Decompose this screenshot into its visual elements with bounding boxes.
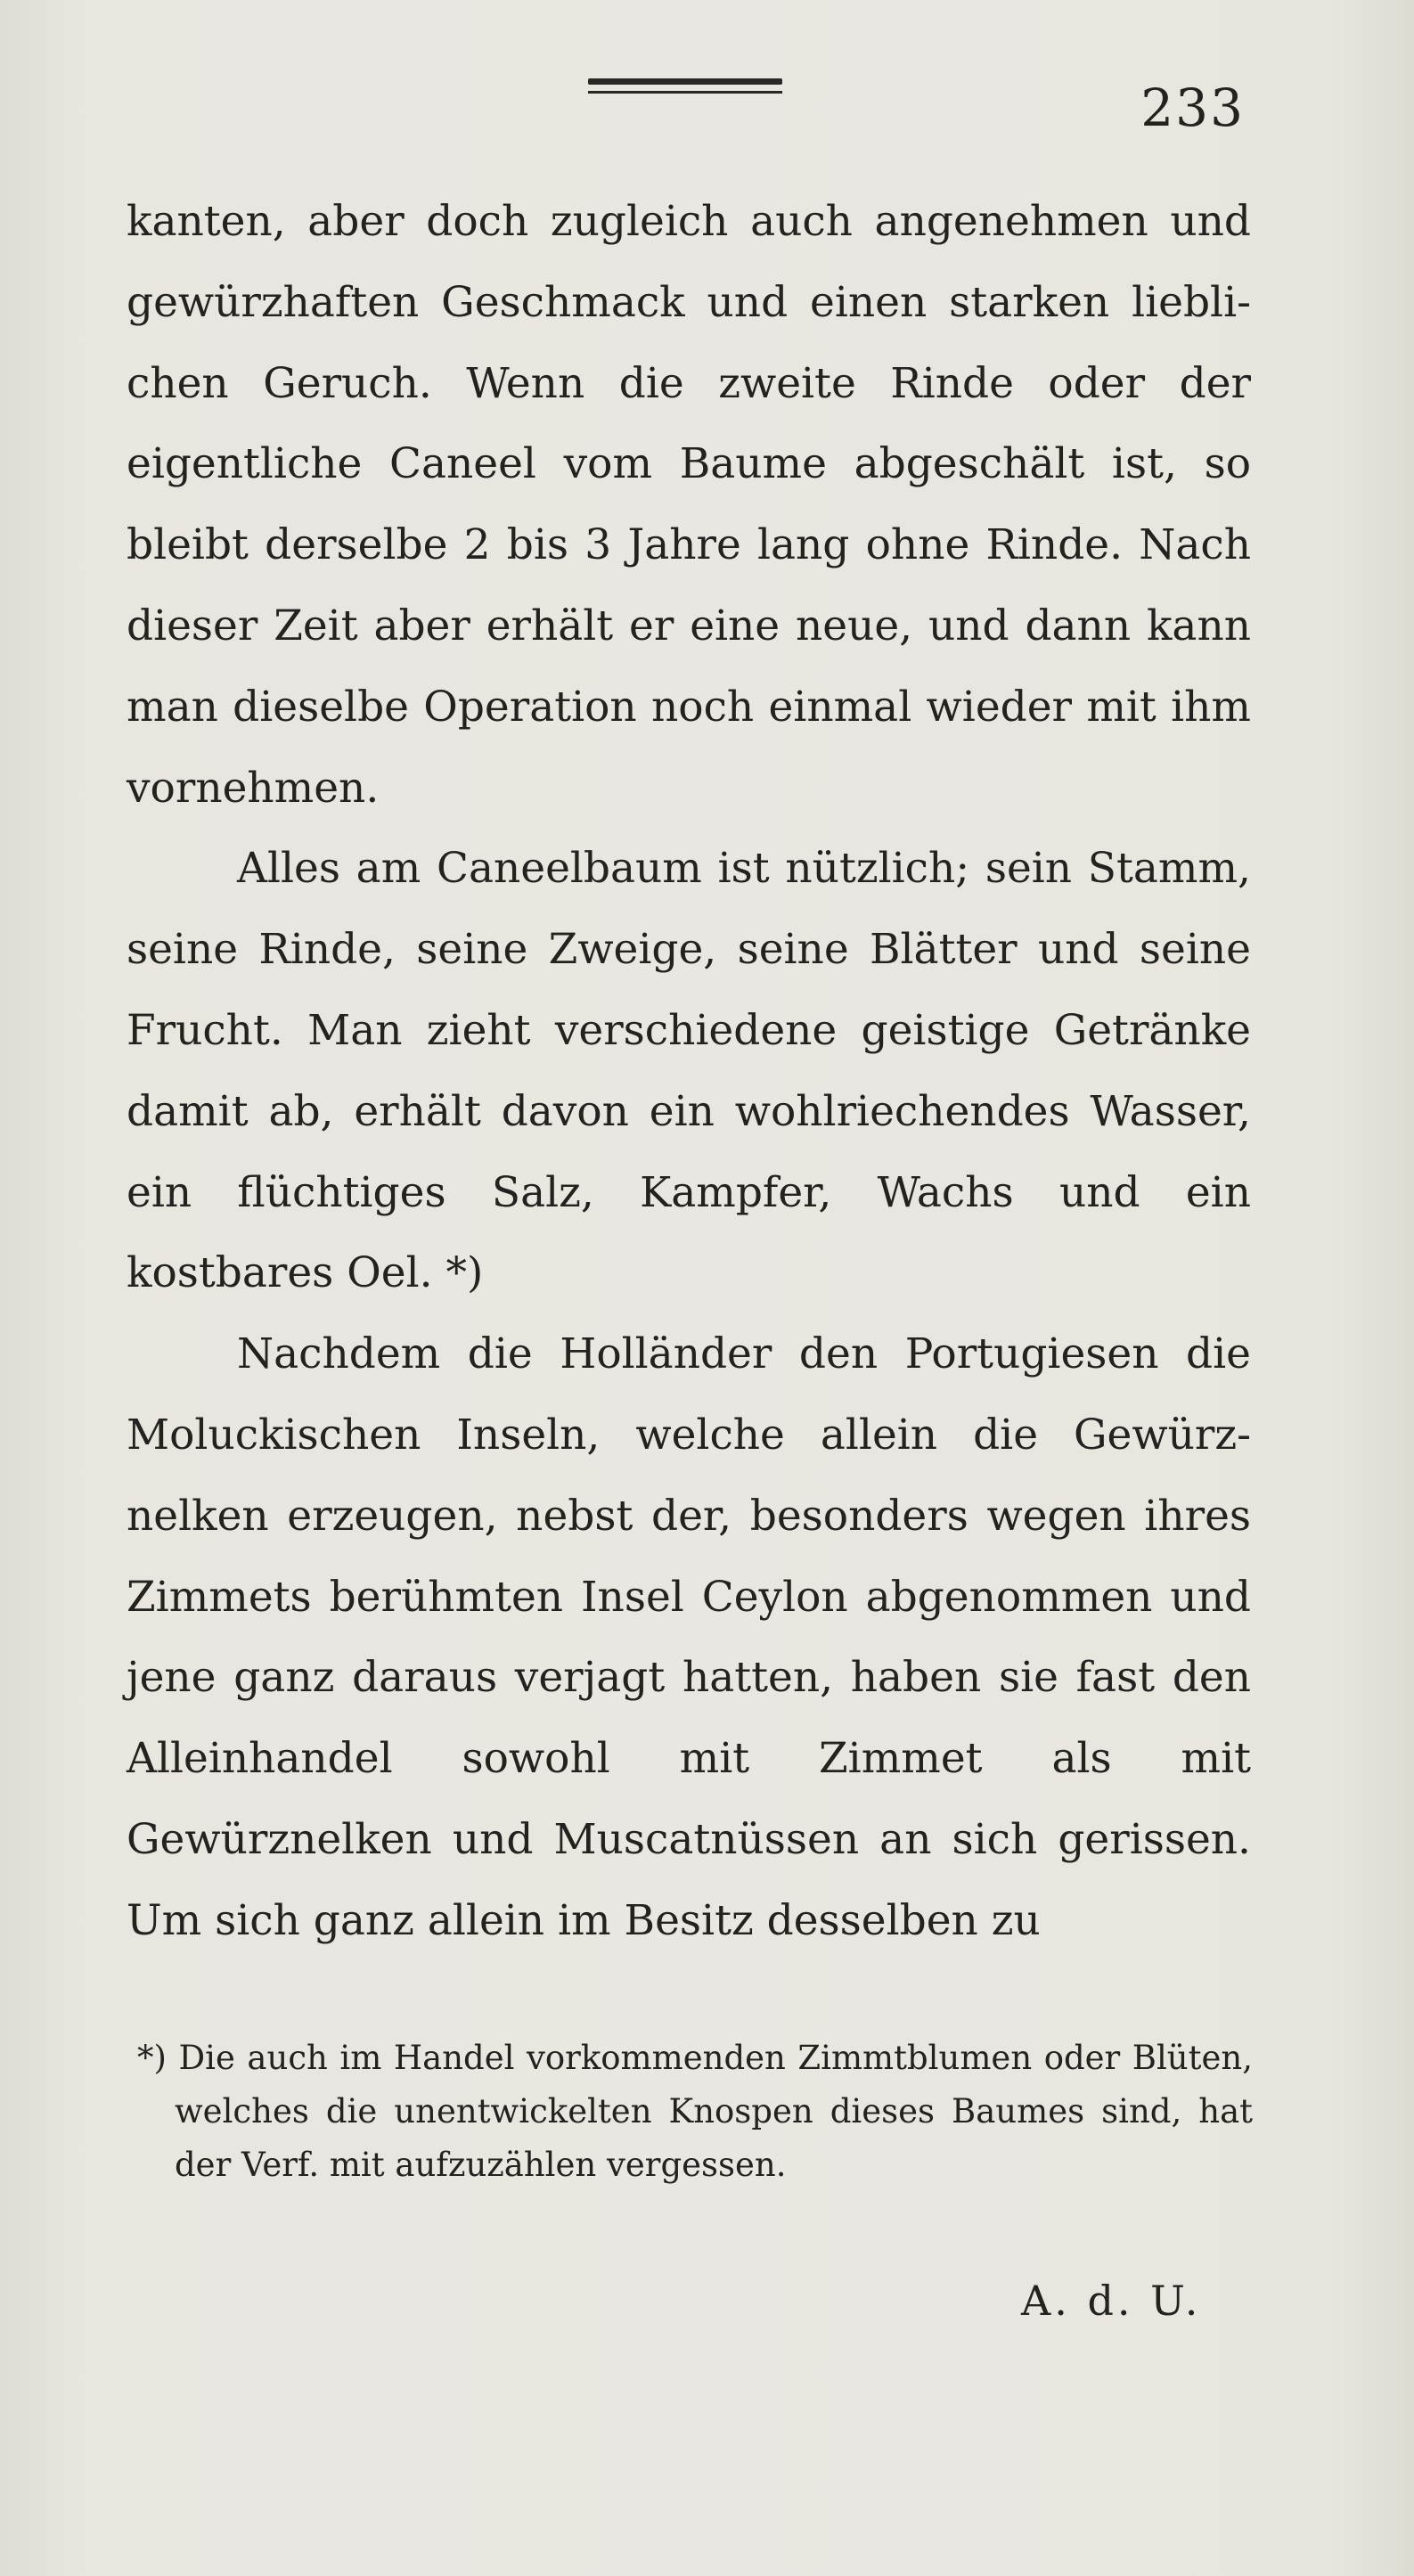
footnote-marker: *) bbox=[137, 2039, 167, 2077]
body-text bbox=[127, 182, 1251, 1962]
header-rule bbox=[588, 78, 782, 98]
footnote-text: Die auch im Handel vorkommenden Zimmtblumen oder Blüten, welches die unentwickelten Knospen dieses Baumes sind, hat der Verf. mit aufzuzählen vergessen. bbox=[175, 2039, 1253, 2184]
footnote-signature: A. d. U. bbox=[1021, 2277, 1202, 2325]
paragraph-3: Nachdem die Holländer den Portugiesen die Moluckischen Inseln, welche allein die Gewürznelken erzeugen, nebst der, besonders wegen ihres Zimmets berühmten Insel Ceylon abgenommen und jene ganz daraus verjagt hatten, haben sie fast den Alleinhandel sowohl mit Zimmet als mit Gewürznelken und Muscatnüssen an sich gerissen. Um sich ganz allein im Besitz desselben zu bbox=[127, 1329, 1251, 1945]
header-rule-thin bbox=[588, 91, 782, 94]
footnote-paragraph bbox=[137, 2032, 1253, 2192]
page-number: 233 bbox=[1140, 78, 1245, 138]
footnote bbox=[137, 2032, 1253, 2192]
header-rule-thick bbox=[588, 78, 782, 85]
paragraph-2: Alles am Caneelbaum ist nützlich; sein Stamm, seine Rinde, seine Zweige, seine Blätter und seine Frucht. Man zieht verschiedene geistige Getränke damit ab, erhält davon ein wohlriechendes Wasser, ein flüchtiges Salz, Kampfer, Wachs und ein kostbares Oel. *) bbox=[127, 844, 1251, 1298]
paragraph-1: kanten, aber doch zugleich auch angenehmen und gewürzhaften Geschmack und einen starken lieblichen Geruch. Wenn die zweite Rinde oder der eigentliche Caneel vom Baume abgeschält ist, so bleibt derselbe 2 bis 3 Jahre lang ohne Rinde. Nach dieser Zeit aber erhält er eine neue, und dann kann man dieselbe Operation noch einmal wieder mit ihm vornehmen. bbox=[127, 197, 1251, 813]
